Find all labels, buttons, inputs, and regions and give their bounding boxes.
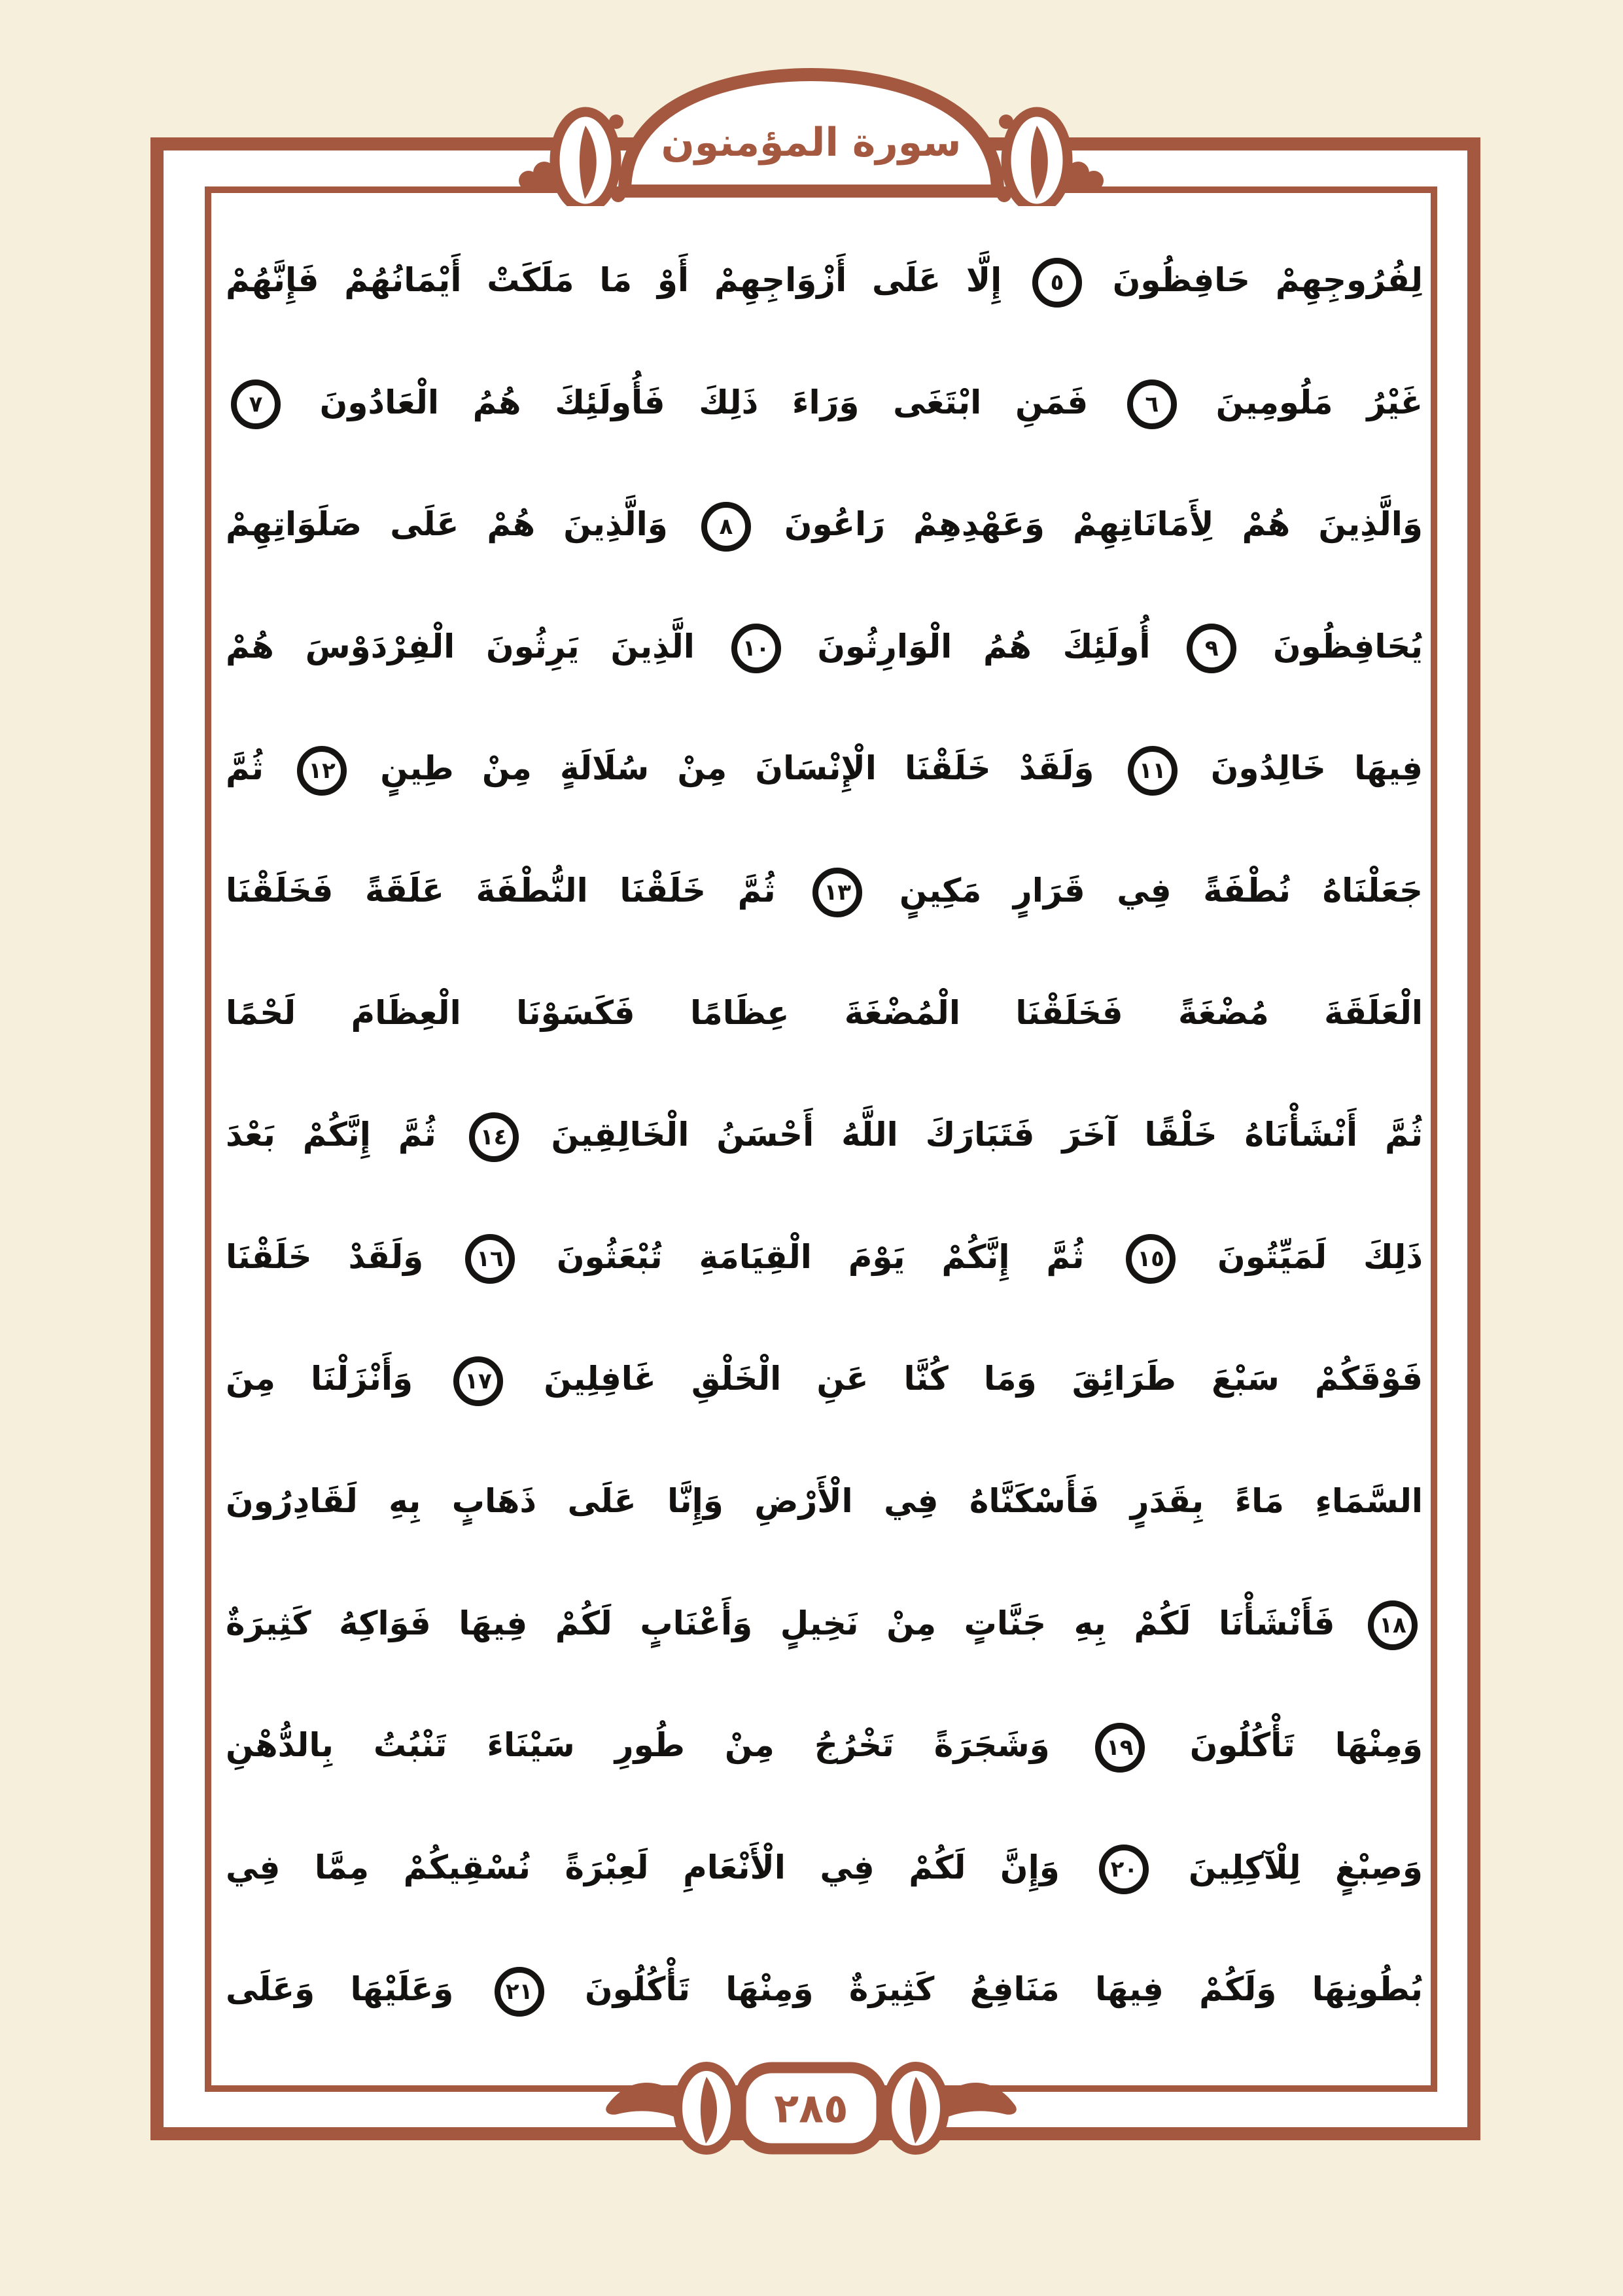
verse-number-medallion: [1126, 1234, 1176, 1284]
quran-text-segment: ثُمَّ أَنْشَأْنَاهُ خَلْقًا آخَرَ فَتَبَارَكَ اللَّهُ أَحْسَنُ الْخَالِقِينَ: [523, 1116, 1423, 1154]
quran-line-3: [226, 463, 1423, 586]
quran-text-segment: وَأَنْزَلْنَا مِنَ: [226, 1360, 449, 1398]
verse-number-medallion: [465, 1234, 515, 1284]
verse-number-medallion: [297, 746, 347, 796]
quran-text-segment: جَعَلْنَاهُ نُطْفَةً فِي قَرَارٍ مَكِينٍ: [867, 871, 1423, 910]
verse-number: ١٠: [742, 635, 770, 662]
verse-number: ٦: [1145, 391, 1159, 418]
quran-line-14: [226, 1807, 1423, 1929]
quran-text-segment: وَشَجَرَةً تَخْرُجُ مِنْ طُورِ سَيْنَاءَ تَنْبُتُ بِالدُّهْنِ: [226, 1726, 1090, 1765]
quran-text-segment: إِلَّا عَلَى أَزْوَاجِهِمْ أَوْ مَا مَلَكَتْ أَيْمَانُهُمْ فَإِنَّهُمْ: [226, 261, 1027, 299]
quran-text-segment: وَالَّذِينَ هُمْ لِأَمَانَاتِهِمْ وَعَهْدِهِمْ رَاعُونَ: [756, 505, 1423, 544]
verse-number-medallion: [1032, 258, 1082, 308]
quran-line-8: [226, 1074, 1423, 1196]
mushaf-lines: [226, 219, 1423, 2051]
quran-line-10: [226, 1318, 1423, 1440]
quran-line-9: [226, 1196, 1423, 1318]
footer-right-medallion: [887, 2066, 945, 2150]
verse-number: ٢٠: [1110, 1856, 1138, 1883]
quran-text-segment: الْعَلَقَةَ مُضْغَةً فَخَلَقْنَا الْمُضْغَةَ عِظَامًا فَكَسَوْنَا الْعِظَامَ لَحْمًا: [226, 993, 1423, 1032]
verse-number-medallion: [495, 1967, 544, 2017]
quran-text-segment: ثُمَّ: [226, 749, 292, 788]
verse-number-medallion: [1095, 1723, 1145, 1773]
verse-number: ٨: [719, 513, 733, 540]
quran-text-segment: وَلَقَدْ خَلَقْنَا الْإِنْسَانَ مِنْ سُلَالَةٍ مِنْ طِينٍ: [352, 749, 1123, 788]
verse-number-medallion: [701, 502, 751, 552]
quran-text-segment: لِفُرُوجِهِمْ حَافِظُونَ: [1087, 261, 1423, 299]
verse-number-medallion: [1127, 380, 1177, 429]
verse-number-medallion: [1368, 1600, 1418, 1650]
verse-number-medallion: [231, 380, 281, 429]
footer-left-medallion: [678, 2066, 735, 2150]
verse-number-medallion: [453, 1356, 503, 1406]
verse-number: ٢١: [505, 1978, 533, 2005]
verse-number: ١٣: [824, 879, 852, 906]
quran-text-segment: فَمَنِ ابْتَغَى وَرَاءَ ذَلِكَ فَأُولَئِكَ هُمُ الْعَادُونَ: [286, 383, 1122, 421]
quran-line-6: [226, 830, 1423, 952]
verse-number: ١٩: [1106, 1734, 1134, 1761]
header-left-medallion: [555, 112, 625, 206]
quran-line-11: [226, 1440, 1423, 1563]
quran-text-segment: فَأَنْشَأْنَا لَكُمْ بِهِ جَنَّاتٍ مِنْ نَخِيلٍ وَأَعْنَابٍ لَكُمْ فِيهَا فَوَاكِهُ كَثِيرَةٌ: [226, 1604, 1363, 1642]
quran-text-segment: غَيْرُ مَلُومِينَ: [1181, 383, 1423, 421]
verse-number-medallion: [731, 624, 781, 673]
quran-line-4: [226, 586, 1423, 708]
quran-text-segment: فَوْقَكُمْ سَبْعَ طَرَائِقَ وَمَا كُنَّا عَنِ الْخَلْقِ غَافِلِينَ: [508, 1360, 1423, 1398]
verse-number: ١٦: [476, 1246, 504, 1273]
quran-text-segment: ثُمَّ إِنَّكُمْ بَعْدَ: [226, 1116, 464, 1154]
quran-line-15: [226, 1928, 1423, 2051]
quran-text-segment: بُطُونِهَا وَلَكُمْ فِيهَا مَنَافِعُ كَثِيرَةٌ وَمِنْهَا تَأْكُلُونَ: [549, 1970, 1423, 2009]
quran-text-segment: ذَلِكَ لَمَيِّتُونَ: [1181, 1237, 1423, 1276]
verse-number-medallion: [1099, 1845, 1149, 1894]
quran-text-segment: وَلَقَدْ خَلَقْنَا: [226, 1237, 461, 1276]
verse-number-medallion: [1187, 624, 1236, 673]
verse-number: ١٨: [1379, 1612, 1406, 1639]
verse-number: ٩: [1204, 635, 1219, 662]
quran-line-13: [226, 1684, 1423, 1807]
header-ornament: [517, 65, 1106, 206]
verse-number: ١٥: [1137, 1246, 1164, 1273]
verse-number: ١٤: [480, 1123, 508, 1150]
verse-number-medallion: [1128, 746, 1178, 796]
verse-number-medallion: [812, 868, 862, 917]
quran-text-segment: وَإِنَّ لَكُمْ فِي الْأَنْعَامِ لَعِبْرَةً نُسْقِيكُمْ مِمَّا فِي: [226, 1848, 1094, 1886]
quran-text-segment: أُولَئِكَ هُمُ الْوَارِثُونَ: [786, 627, 1182, 665]
quran-text-segment: وَصِبْغٍ لِلْآكِلِينَ: [1154, 1848, 1423, 1886]
verse-number: ٥: [1050, 269, 1064, 296]
verse-number: ٧: [249, 391, 263, 418]
quran-text-segment: ثُمَّ إِنَّكُمْ يَوْمَ الْقِيَامَةِ تُبْعَثُونَ: [520, 1237, 1121, 1276]
verse-number: ١١: [1138, 757, 1166, 784]
header-right-medallion: [997, 112, 1068, 206]
quran-line-5: [226, 707, 1423, 830]
quran-line-1: [226, 219, 1423, 342]
quran-text-segment: فِيهَا خَالِدُونَ: [1182, 749, 1423, 788]
quran-text-segment: السَّمَاءِ مَاءً بِقَدَرٍ فَأَسْكَنَّاهُ فِي الْأَرْضِ وَإِنَّا عَلَى ذَهَابٍ بِهِ لَقَادِرُونَ: [226, 1481, 1423, 1520]
page-number: ٢٨٥: [774, 2084, 848, 2132]
verse-number-medallion: [469, 1112, 519, 1162]
quran-line-12: [226, 1563, 1423, 1685]
quran-text-segment: وَمِنْهَا تَأْكُلُونَ: [1149, 1726, 1423, 1765]
quran-line-2: [226, 342, 1423, 464]
footer-ornament: [576, 2040, 1047, 2187]
verse-number: ١٧: [464, 1368, 492, 1394]
quran-text-segment: وَعَلَيْهَا وَعَلَى: [226, 1970, 489, 2009]
quran-line-7: [226, 952, 1423, 1074]
quran-text-segment: يُحَافِظُونَ: [1242, 627, 1423, 665]
verse-number: ١٢: [308, 757, 336, 784]
quran-text-segment: الَّذِينَ يَرِثُونَ الْفِرْدَوْسَ هُمْ: [226, 627, 726, 665]
quran-text-segment: وَالَّذِينَ هُمْ عَلَى صَلَوَاتِهِمْ: [226, 505, 696, 544]
surah-title: سورة المؤمنون: [661, 120, 962, 166]
quran-text-segment: ثُمَّ خَلَقْنَا النُّطْفَةَ عَلَقَةً فَخَلَقْنَا: [226, 871, 808, 910]
